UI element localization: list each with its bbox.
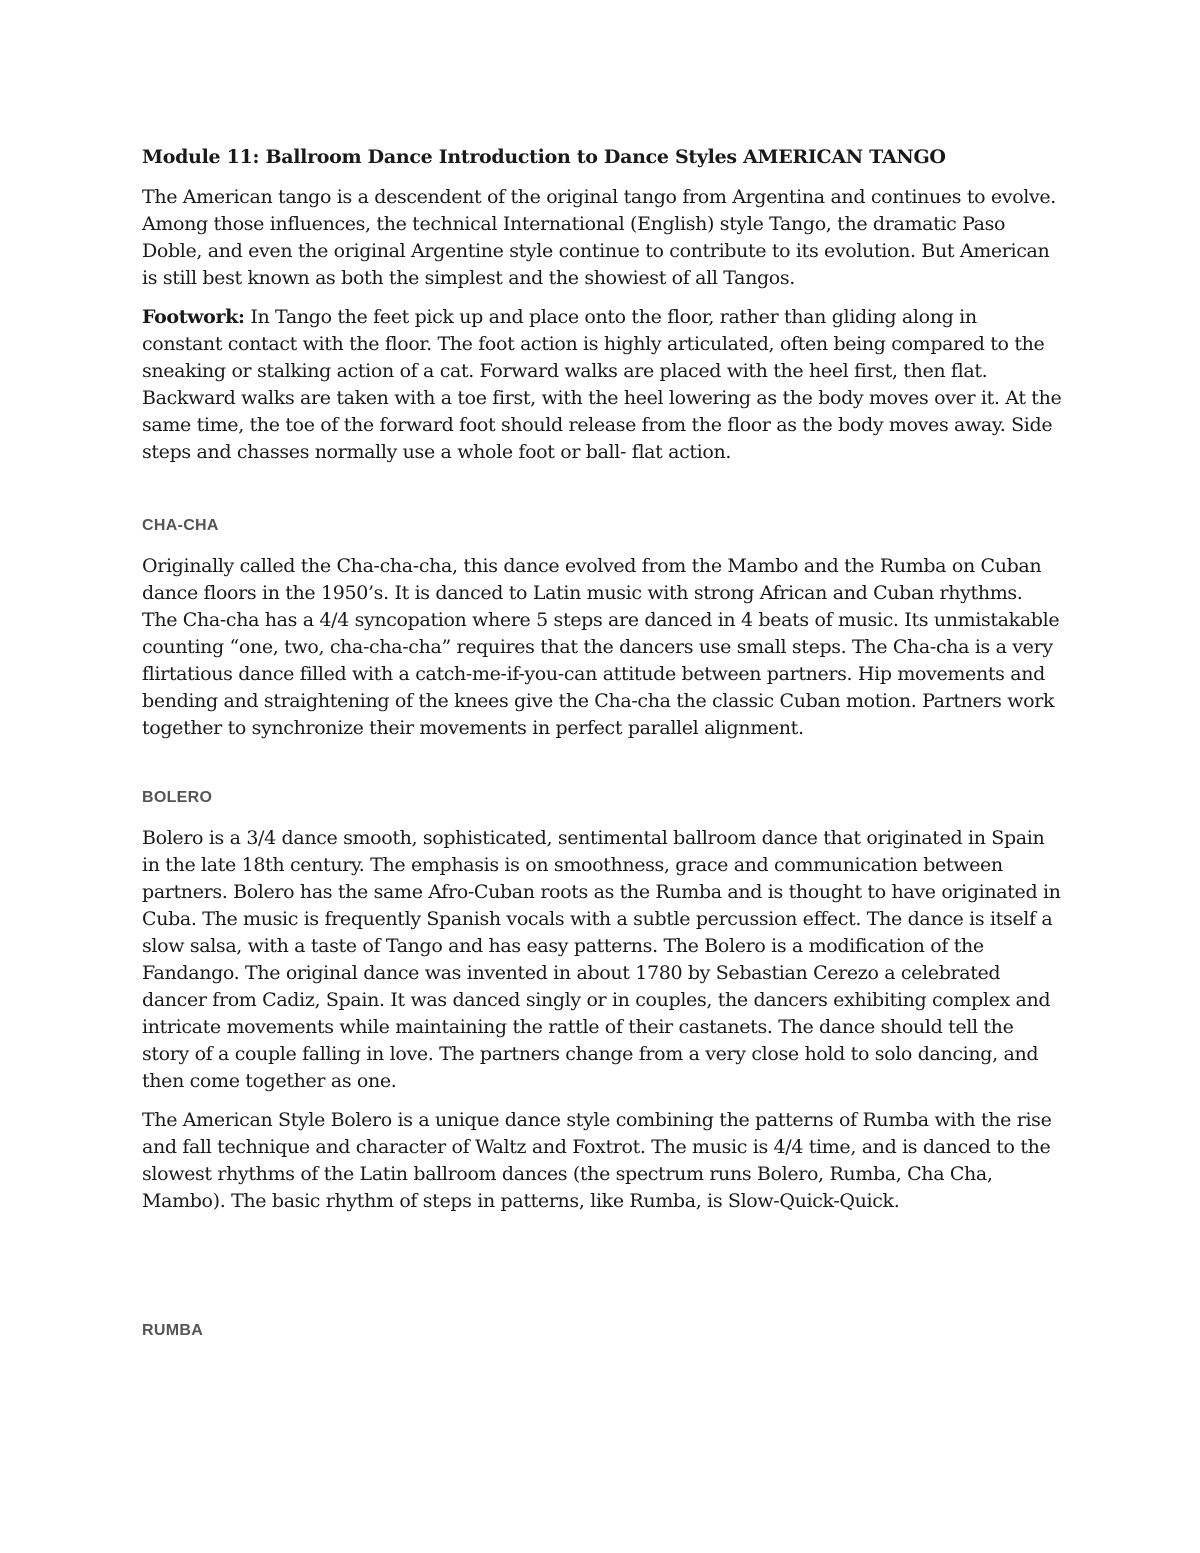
document-title: Module 11: Ballroom Dance Introduction to Dance Styles AMERICAN TANGO (142, 146, 946, 168)
chacha-paragraph: Originally called the Cha-cha-cha, this dance evolved from the Mambo and the Rumba on Cuban dance floors in the 1950’s. It is danced to Latin music with strong African and Cuban rhythms. The Cha-cha has a 4/4 syncopation where 5 steps are danced in 4 beats of music. Its unmistakable counting “one, two, cha-cha-cha” requires that the dancers use small steps. The Cha-cha is a very flirtatious dance filled with a catch-me-if-you-can attitude between partners. Hip movements and bending and straightening of the knees give the Cha-cha the classic Cuban motion. Partners work together to synchronize their movements in perfect parallel alignment. (142, 555, 1060, 739)
bolero-paragraph-1: Bolero is a 3/4 dance smooth, sophisticated, sentimental ballroom dance that originated in Spain in the late 18th century. The emphasis is on smoothness, grace and communication between partners. Bolero has the same Afro-Cuban roots as the Rumba and is thought to have originated in Cuba. The music is frequently Spanish vocals with a subtle percussion effect. The dance is itself a slow salsa, with a taste of Tango and has easy patterns. The Bolero is a modification of the Fandango. The original dance was invented in about 1780 by Sebastian Cerezo a celebrated dancer from Cadiz, Spain. It was danced singly or in couples, the dancers exhibiting complex and intricate movements while maintaining the rattle of their castanets. The dance should tell the story of a couple falling in love. The partners change from a very close hold to solo dancing, and then come together as one. (142, 827, 1061, 1092)
rumba-heading: RUMBA (142, 1322, 204, 1339)
chacha-heading: CHA-CHA (142, 517, 219, 534)
document-page (142, 140, 1062, 1344)
footwork-text: In Tango the feet pick up and place onto the floor, rather than gliding along in constant contact with the floor. The foot action is highly articulated, often being compared to the sneaking or stalking action of a cat. Forward walks are placed with the heel first, then flat. Backward walks are taken with a toe first, with the heel lowering as the body moves over it. At the same time, the toe of the forward foot should release from the floor as the body moves away. Side steps and chasses normally use a whole foot or ball- flat action. (142, 306, 1062, 463)
tango-footwork-paragraph (142, 304, 1062, 466)
tango-intro-paragraph: The American tango is a descendent of the original tango from Argentina and continues to evolve. Among those influences, the technical International (English) style Tango, the dramatic Paso Doble, and even the original Argentine style continue to contribute to its evolution. But American is still best known as both the simplest and the showiest of all Tangos. (142, 186, 1056, 289)
bolero-heading: BOLERO (142, 789, 213, 806)
footwork-label: Footwork: (142, 306, 245, 328)
bolero-paragraph-2: The American Style Bolero is a unique dance style combining the patterns of Rumba with the rise and fall technique and character of Waltz and Foxtrot. The music is 4/4 time, and is danced to the slowest rhythms of the Latin ballroom dances (the spectrum runs Bolero, Rumba, Cha Cha, Mambo). The basic rhythm of steps in patterns, like Rumba, is Slow-Quick-Quick. (142, 1109, 1052, 1212)
